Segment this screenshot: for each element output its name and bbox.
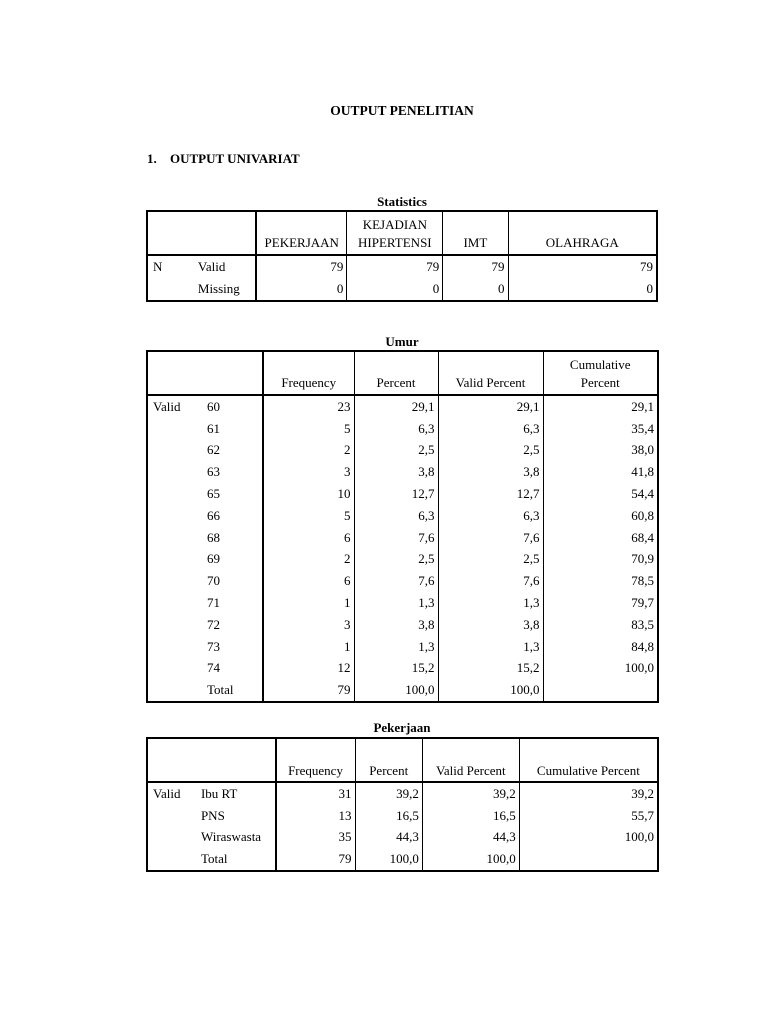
umur-row <box>147 679 658 702</box>
umur-row-label: 71 <box>207 595 220 611</box>
umur-cell: 29,1 <box>438 395 543 418</box>
umur-cell: 6,3 <box>354 505 438 527</box>
umur-cell: 83,5 <box>543 614 658 636</box>
umur-cell: 2,5 <box>354 440 438 462</box>
umur-row <box>147 549 658 571</box>
umur-row <box>147 658 658 680</box>
umur-cell: 5 <box>263 418 354 440</box>
pekerjaan-row-group: Valid <box>153 785 181 801</box>
umur-cell: 78,5 <box>543 570 658 592</box>
umur-cell: 12,7 <box>438 483 543 505</box>
pekerjaan-cell: 13 <box>276 805 356 827</box>
pekerjaan-cell: 16,5 <box>422 805 519 827</box>
statistics-col-header: KEJADIAN HIPERTENSI <box>347 211 443 255</box>
umur-header-row <box>147 351 658 395</box>
pekerjaan-col-header: Valid Percent <box>422 738 519 782</box>
umur-row <box>147 614 658 636</box>
umur-row-label: 70 <box>207 573 220 589</box>
umur-cell: 12,7 <box>354 483 438 505</box>
statistics-row-group: N <box>153 258 163 274</box>
umur-row-group <box>147 636 202 658</box>
umur-row-group <box>147 461 202 483</box>
statistics-header-row <box>147 211 657 255</box>
umur-row <box>147 527 658 549</box>
pekerjaan-col-header: Percent <box>355 738 422 782</box>
umur-cell: 6,3 <box>438 505 543 527</box>
pekerjaan-row <box>147 848 658 871</box>
umur-cell: 1,3 <box>438 636 543 658</box>
umur-row-label: 63 <box>207 464 220 480</box>
umur-cell: 35,4 <box>543 418 658 440</box>
umur-cell: 3,8 <box>354 614 438 636</box>
umur-cell: 84,8 <box>543 636 658 658</box>
umur-row-group <box>147 440 202 462</box>
pekerjaan-row <box>147 805 658 827</box>
section-heading <box>147 151 300 167</box>
umur-cell: 6,3 <box>438 418 543 440</box>
umur-cell: 2 <box>263 440 354 462</box>
umur-cell: 7,6 <box>354 527 438 549</box>
umur-cell: 5 <box>263 505 354 527</box>
umur-cell: 7,6 <box>354 570 438 592</box>
umur-cell: 23 <box>263 395 354 418</box>
pekerjaan-cell: 35 <box>276 827 356 849</box>
umur-col-header: Percent <box>354 351 438 395</box>
umur-row-label: 73 <box>207 638 220 654</box>
statistics-cell: 0 <box>347 278 443 301</box>
umur-row-group <box>147 527 202 549</box>
statistics-cell: 79 <box>443 255 508 278</box>
pekerjaan-cell: 100,0 <box>422 848 519 871</box>
umur-cell: 7,6 <box>438 570 543 592</box>
section-label: OUTPUT UNIVARIAT <box>170 151 300 166</box>
umur-row-group <box>147 592 202 614</box>
statistics-row-label: Missing <box>197 280 240 296</box>
pekerjaan-cell: 31 <box>276 782 356 805</box>
statistics-row-group <box>147 278 193 301</box>
umur-cell: 3,8 <box>354 461 438 483</box>
umur-cell: 60,8 <box>543 505 658 527</box>
pekerjaan-row-group <box>147 848 196 871</box>
umur-row-label: 66 <box>207 507 220 523</box>
umur-cell: 29,1 <box>354 395 438 418</box>
umur-cell: 3,8 <box>438 614 543 636</box>
umur-cell: 38,0 <box>543 440 658 462</box>
umur-cell: 2,5 <box>438 440 543 462</box>
statistics-cell: 0 <box>443 278 508 301</box>
umur-row-label: 74 <box>207 660 220 676</box>
pekerjaan-row-label: Total <box>200 851 228 867</box>
umur-cell: 1,3 <box>438 592 543 614</box>
umur-row <box>147 461 658 483</box>
umur-cell <box>543 679 658 702</box>
umur-row <box>147 440 658 462</box>
pekerjaan-row-label: PNS <box>200 807 225 823</box>
statistics-col-header: OLAHRAGA <box>508 211 657 255</box>
umur-cell: 3 <box>263 614 354 636</box>
statistics-col-header: PEKERJAAN <box>256 211 347 255</box>
umur-cell: 3 <box>263 461 354 483</box>
pekerjaan-row <box>147 782 658 805</box>
umur-col-header: Frequency <box>263 351 354 395</box>
umur-row-label: 60 <box>207 398 220 414</box>
umur-cell: 68,4 <box>543 527 658 549</box>
statistics-cell: 79 <box>347 255 443 278</box>
umur-cell: 2 <box>263 549 354 571</box>
statistics-cell: 79 <box>508 255 657 278</box>
umur-cell: 10 <box>263 483 354 505</box>
umur-cell: 79,7 <box>543 592 658 614</box>
umur-cell: 2,5 <box>354 549 438 571</box>
umur-cell: 6 <box>263 570 354 592</box>
umur-row-group <box>147 505 202 527</box>
umur-cell: 1 <box>263 592 354 614</box>
pekerjaan-row-label: Ibu RT <box>200 785 238 801</box>
pekerjaan-cell: 39,2 <box>519 782 658 805</box>
pekerjaan-table <box>146 737 659 872</box>
pekerjaan-cell: 16,5 <box>355 805 422 827</box>
section-number: 1. <box>147 151 157 166</box>
umur-row-group: Valid <box>153 398 181 414</box>
umur-cell: 54,4 <box>543 483 658 505</box>
umur-row <box>147 483 658 505</box>
umur-row-label: Total <box>207 682 234 698</box>
pekerjaan-col-header: Frequency <box>276 738 356 782</box>
umur-row-label: 68 <box>207 529 220 545</box>
statistics-row <box>147 278 657 301</box>
umur-caption: Umur <box>385 334 419 349</box>
pekerjaan-cell: 44,3 <box>422 827 519 849</box>
umur-col-header: Valid Percent <box>438 351 543 395</box>
umur-row-group <box>147 418 202 440</box>
umur-row-label: 69 <box>207 551 220 567</box>
umur-row-group <box>147 614 202 636</box>
statistics-row <box>147 255 657 278</box>
pekerjaan-cell: 39,2 <box>355 782 422 805</box>
statistics-cell: 0 <box>508 278 657 301</box>
umur-cell: 12 <box>263 658 354 680</box>
umur-row <box>147 418 658 440</box>
pekerjaan-cell: 100,0 <box>355 848 422 871</box>
umur-row-label: 72 <box>207 616 220 632</box>
umur-cell: 70,9 <box>543 549 658 571</box>
umur-cell: 79 <box>263 679 354 702</box>
umur-cell: 2,5 <box>438 549 543 571</box>
umur-row-group <box>147 570 202 592</box>
statistics-cell: 0 <box>256 278 347 301</box>
pekerjaan-header-row <box>147 738 658 782</box>
umur-cell: 6,3 <box>354 418 438 440</box>
pekerjaan-col-header: Cumulative Percent <box>519 738 658 782</box>
statistics-col-header: IMT <box>443 211 508 255</box>
pekerjaan-cell: 44,3 <box>355 827 422 849</box>
umur-row-label: 62 <box>207 442 220 458</box>
umur-cell: 41,8 <box>543 461 658 483</box>
umur-row <box>147 395 658 418</box>
umur-cell: 1,3 <box>354 636 438 658</box>
umur-row-label: 61 <box>207 420 220 436</box>
umur-cell: 1,3 <box>354 592 438 614</box>
umur-col-header: Cumulative Percent <box>543 351 658 395</box>
pekerjaan-caption: Pekerjaan <box>373 720 431 735</box>
pekerjaan-row <box>147 827 658 849</box>
umur-row <box>147 505 658 527</box>
statistics-row-label: Valid <box>197 258 226 274</box>
umur-row <box>147 570 658 592</box>
umur-cell: 1 <box>263 636 354 658</box>
umur-row-group <box>147 658 202 680</box>
umur-cell: 15,2 <box>438 658 543 680</box>
umur-cell: 15,2 <box>354 658 438 680</box>
umur-cell: 29,1 <box>543 395 658 418</box>
statistics-table <box>146 210 658 302</box>
pekerjaan-cell <box>519 848 658 871</box>
pekerjaan-row-group <box>147 805 196 827</box>
umur-row <box>147 636 658 658</box>
umur-row-group <box>147 549 202 571</box>
page-title: OUTPUT PENELITIAN <box>330 103 474 118</box>
pekerjaan-row-group <box>147 827 196 849</box>
umur-cell: 100,0 <box>543 658 658 680</box>
umur-row-group <box>147 483 202 505</box>
umur-cell: 100,0 <box>354 679 438 702</box>
umur-row <box>147 592 658 614</box>
umur-row-group <box>147 679 202 702</box>
pekerjaan-cell: 100,0 <box>519 827 658 849</box>
statistics-cell: 79 <box>256 255 347 278</box>
umur-cell: 100,0 <box>438 679 543 702</box>
umur-cell: 6 <box>263 527 354 549</box>
umur-row-label: 65 <box>207 486 220 502</box>
pekerjaan-row-label: Wiraswasta <box>200 829 262 845</box>
umur-table <box>146 350 659 703</box>
pekerjaan-cell: 55,7 <box>519 805 658 827</box>
pekerjaan-cell: 79 <box>276 848 356 871</box>
umur-cell: 3,8 <box>438 461 543 483</box>
pekerjaan-cell: 39,2 <box>422 782 519 805</box>
umur-cell: 7,6 <box>438 527 543 549</box>
statistics-caption: Statistics <box>377 194 427 209</box>
